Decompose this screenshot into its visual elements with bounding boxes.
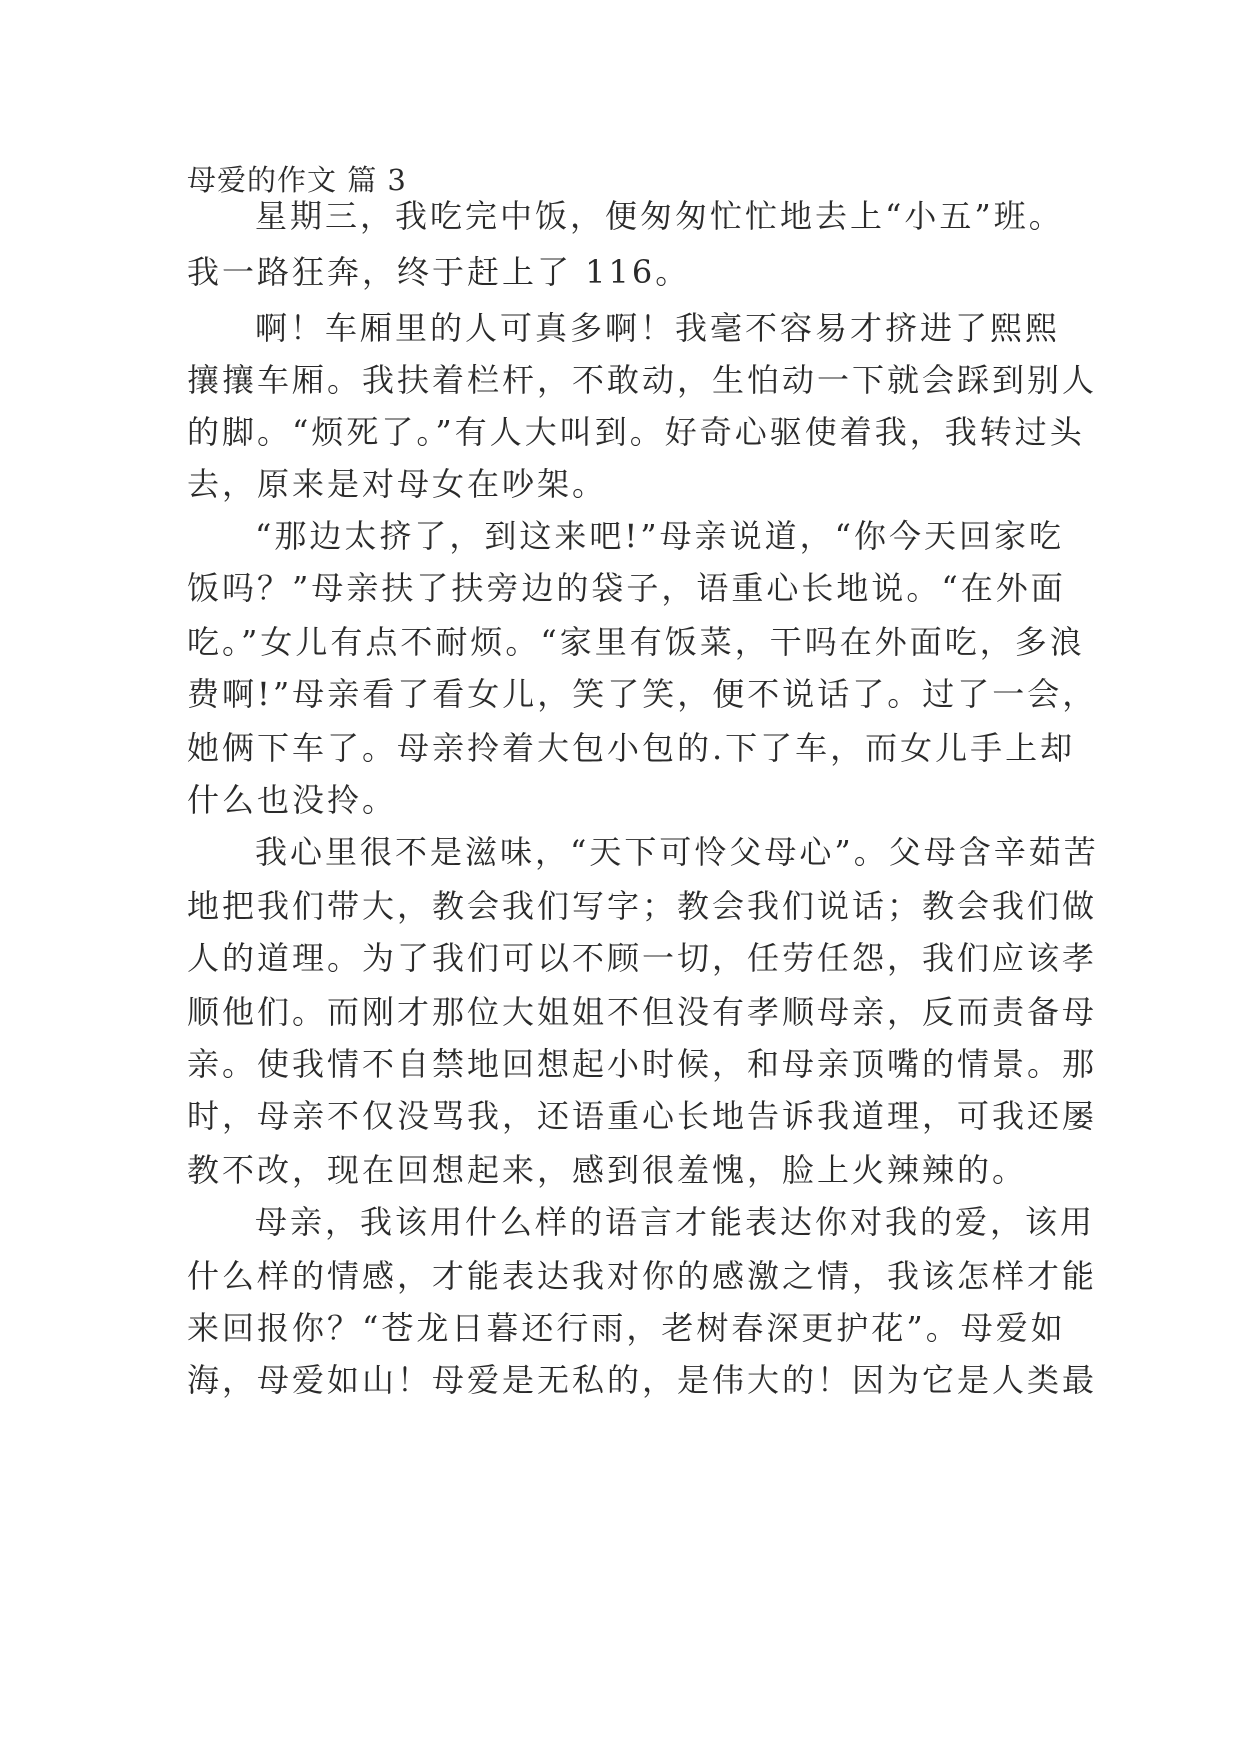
paragraph-line: 母亲，我该用什么样的语言才能表达你对我的爱，该用 — [255, 1203, 1096, 1241]
paragraph-line: “那边太挤了，到这来吧!”母亲说道，“你今天回家吃 — [255, 517, 1064, 555]
paragraph-line: 地把我们带大，教会我们写字；教会我们说话；教会我们做 — [187, 887, 1098, 925]
paragraph-line: 我一路狂奔，终于赶上了 116。 — [187, 253, 691, 291]
paragraph-line: 亲。使我情不自禁地回想起小时候，和母亲顶嘴的情景。那 — [187, 1045, 1098, 1083]
paragraph-line: 吃。”女儿有点不耐烦。“家里有饭菜，干吗在外面吃，多浪 — [187, 623, 1085, 661]
paragraph-line: 攘攘车厢。我扶着栏杆，不敢动，生怕动一下就会踩到别人 — [187, 361, 1098, 399]
paragraph-line: 我心里很不是滋味，“天下可怜父母心”。父母含辛茹苦 — [255, 833, 1099, 871]
paragraph-line: 时，母亲不仅没骂我，还语重心长地告诉我道理，可我还屡 — [187, 1097, 1098, 1135]
paragraph-line: 教不改，现在回想起来，感到很羞愧，脸上火辣辣的。 — [187, 1151, 1028, 1189]
paragraph-line: 顺他们。而刚才那位大姐姐不但没有孝顺母亲，反而责备母 — [187, 993, 1098, 1031]
paragraph-line: 去，原来是对母女在吵架。 — [187, 465, 608, 503]
document-title: 母爱的作文 篇 3 — [187, 163, 407, 197]
paragraph-line: 她俩下车了。母亲拎着大包小包的.下了车，而女儿手上却 — [187, 729, 1076, 767]
paragraph-line: 什么样的情感，才能表达我对你的感激之情，我该怎样才能 — [187, 1257, 1098, 1295]
paragraph-line: 海，母爱如山！母爱是无私的，是伟大的！因为它是人类最 — [187, 1361, 1098, 1399]
paragraph-line: 的脚。“烦死了。”有人大叫到。好奇心驱使着我，我转过头 — [187, 413, 1085, 451]
paragraph-line: 啊！车厢里的人可真多啊！我毫不容易才挤进了熙熙 — [255, 309, 1061, 347]
paragraph-line: 什么也没拎。 — [187, 781, 398, 819]
paragraph-line: 来回报你？“苍龙日暮还行雨，老树春深更护花”。母爱如 — [187, 1309, 1066, 1347]
paragraph-line: 人的道理。为了我们可以不顾一切，任劳任怨，我们应该孝 — [187, 939, 1098, 977]
paragraph-line: 星期三，我吃完中饭，便匆匆忙忙地去上“小五”班。 — [255, 197, 1064, 235]
paragraph-line: 费啊!”母亲看了看女儿，笑了笑，便不说话了。过了一会， — [187, 675, 1098, 713]
paragraph-line: 饭吗？”母亲扶了扶旁边的袋子，语重心长地说。“在外面 — [187, 569, 1066, 607]
